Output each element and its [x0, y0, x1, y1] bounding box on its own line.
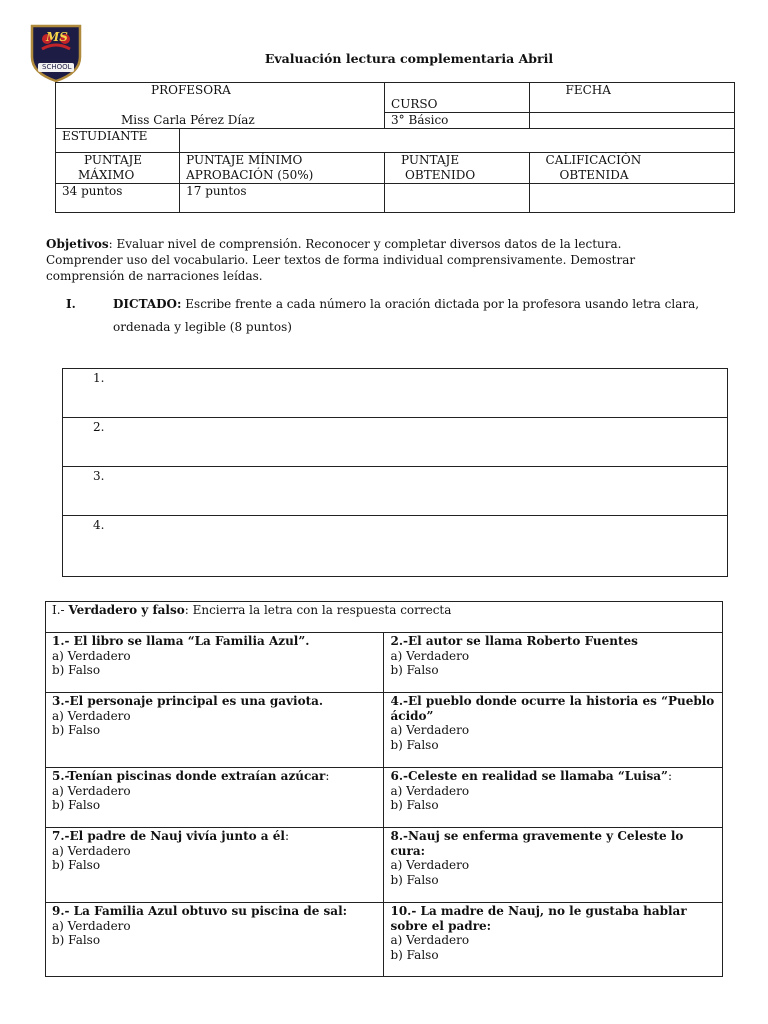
question-10: [384, 903, 723, 977]
vf-prefix: I.-: [52, 603, 69, 617]
question-3-option-a[interactable]: a) Verdadero: [52, 708, 131, 723]
question-7-tail: :: [284, 829, 289, 843]
puntaje-obtenido-header: [385, 153, 529, 184]
puntaje-obtenido-l2: OBTENIDO: [405, 168, 476, 182]
question-7-option-b[interactable]: b) Falso: [52, 858, 101, 872]
curso-label: CURSO: [385, 83, 529, 113]
question-2-option-a[interactable]: a) Verdadero: [390, 648, 470, 663]
objetivos-label: Objetivos: [46, 237, 109, 251]
question-9: [46, 903, 384, 977]
logo-text-top: MS: [46, 30, 68, 44]
question-5-text: 5.-Tenían piscinas donde extraían azúcar: [52, 769, 326, 783]
puntaje-minimo-l2: APROBACIÓN (50%): [186, 168, 314, 182]
question-3-text: 3.-El personaje principal es una gaviota.: [52, 694, 324, 708]
question-5-option-b[interactable]: b) Falso: [52, 798, 101, 812]
logo-text-bottom: SCHOOL: [42, 63, 72, 71]
estudiante-value: [180, 129, 735, 153]
dictado-instruction: [113, 293, 753, 339]
puntaje-minimo-header: [180, 153, 385, 184]
question-5-option-a[interactable]: a) Verdadero: [52, 783, 131, 798]
question-4-text: 4.-El pueblo donde ocurre la historia es “Pueblo ácido”: [390, 694, 715, 723]
page-title: Evaluación lectura complementaria Abril: [264, 51, 554, 66]
profesora-value: Miss Carla Pérez Díaz: [56, 113, 385, 129]
puntaje-maximo-l1: PUNTAJE: [84, 153, 143, 167]
question-6-tail: :: [667, 769, 672, 783]
dictado-text-l1: Escribe frente a cada número la oración dictada por la profesora usando letra clara,: [185, 297, 700, 311]
vf-instruction: : Encierra la letra con la respuesta correcta: [184, 603, 452, 617]
puntaje-minimo-l1: PUNTAJE MÍNIMO: [186, 153, 303, 167]
question-8-option-a[interactable]: a) Verdadero: [390, 858, 470, 872]
fecha-value: [529, 113, 734, 129]
question-5-tail: :: [325, 769, 330, 783]
calificacion-l1: CALIFICACIÓN: [545, 153, 642, 167]
objetivos-text: : Evaluar nivel de comprensión. Reconocer y completar diversos datos de la lectura. Comprender uso del vocabulario. Leer textos de forma individual comprensivamente. Demostrar comprensión de narraciones leídas.: [46, 237, 636, 283]
puntaje-minimo-value: 17 puntos: [180, 184, 385, 213]
question-10-option-a[interactable]: a) Verdadero: [390, 933, 470, 947]
question-1-text: 1.- El libro se llama “La Familia Azul”.: [52, 634, 310, 648]
question-2-text: 2.-El autor se llama Roberto Fuentes: [390, 634, 638, 648]
question-1-option-a[interactable]: a) Verdadero: [52, 648, 131, 663]
question-6-text: 6.-Celeste en realidad se llamaba “Luisa”: [390, 769, 668, 783]
question-9-text: 9.- La Familia Azul obtuvo su piscina de sal:: [52, 904, 348, 918]
vf-label: Verdadero y falso: [68, 603, 185, 617]
puntaje-maximo-value: 34 puntos: [56, 184, 180, 213]
question-10-option-b[interactable]: b) Falso: [390, 947, 439, 962]
question-9-option-a[interactable]: a) Verdadero: [52, 918, 131, 933]
question-5: [46, 768, 384, 828]
question-6-option-b[interactable]: b) Falso: [390, 798, 439, 812]
vf-header: [46, 602, 723, 633]
question-3-option-b[interactable]: b) Falso: [52, 723, 101, 737]
curso-value: 3° Básico: [385, 113, 529, 129]
question-2-option-b[interactable]: b) Falso: [390, 663, 439, 677]
puntaje-maximo-header: [56, 153, 180, 184]
question-6: [384, 768, 723, 828]
profesora-label: PROFESORA: [56, 83, 385, 113]
dictado-line-4[interactable]: 4.: [63, 516, 728, 577]
objetivos: [46, 236, 686, 284]
question-7-text: 7.-El padre de Nauj vivía junto a él: [52, 829, 285, 843]
question-7-option-a[interactable]: a) Verdadero: [52, 843, 131, 858]
calificacion-l2: OBTENIDA: [559, 168, 629, 182]
calificacion-value: [529, 184, 734, 213]
dictado-label: DICTADO:: [113, 297, 182, 311]
question-4-option-a[interactable]: a) Verdadero: [390, 723, 470, 737]
question-2: [384, 633, 723, 693]
question-6-option-a[interactable]: a) Verdadero: [390, 783, 470, 798]
dictado-table: [62, 368, 728, 577]
dictado-number: I.: [66, 297, 76, 311]
question-1: [46, 633, 384, 693]
verdadero-falso-table: [45, 601, 723, 977]
estudiante-label: ESTUDIANTE: [56, 129, 180, 153]
question-8: [384, 828, 723, 903]
question-3: [46, 693, 384, 768]
question-1-option-b[interactable]: b) Falso: [52, 663, 101, 677]
dictado-line-3[interactable]: 3.: [63, 467, 728, 516]
calificacion-header: [529, 153, 734, 184]
puntaje-obtenido-value: [385, 184, 529, 213]
dictado-line-1[interactable]: 1.: [63, 369, 728, 418]
info-table: [55, 82, 735, 213]
dictado-line-2[interactable]: 2.: [63, 418, 728, 467]
question-4: [384, 693, 723, 768]
puntaje-obtenido-l1: PUNTAJE: [401, 153, 460, 167]
question-4-option-b[interactable]: b) Falso: [390, 737, 439, 752]
question-8-option-b[interactable]: b) Falso: [390, 872, 439, 887]
question-8-text: 8.-Nauj se enferma gravemente y Celeste lo cura:: [390, 829, 684, 858]
dictado-text-l2: ordenada y legible (8 puntos): [113, 320, 292, 334]
puntaje-maximo-l2: MÁXIMO: [78, 168, 135, 182]
question-7: [46, 828, 384, 903]
question-9-option-b[interactable]: b) Falso: [52, 933, 101, 947]
question-10-text: 10.- La madre de Nauj, no le gustaba hablar sobre el padre:: [390, 904, 687, 933]
fecha-label: FECHA: [529, 83, 734, 113]
